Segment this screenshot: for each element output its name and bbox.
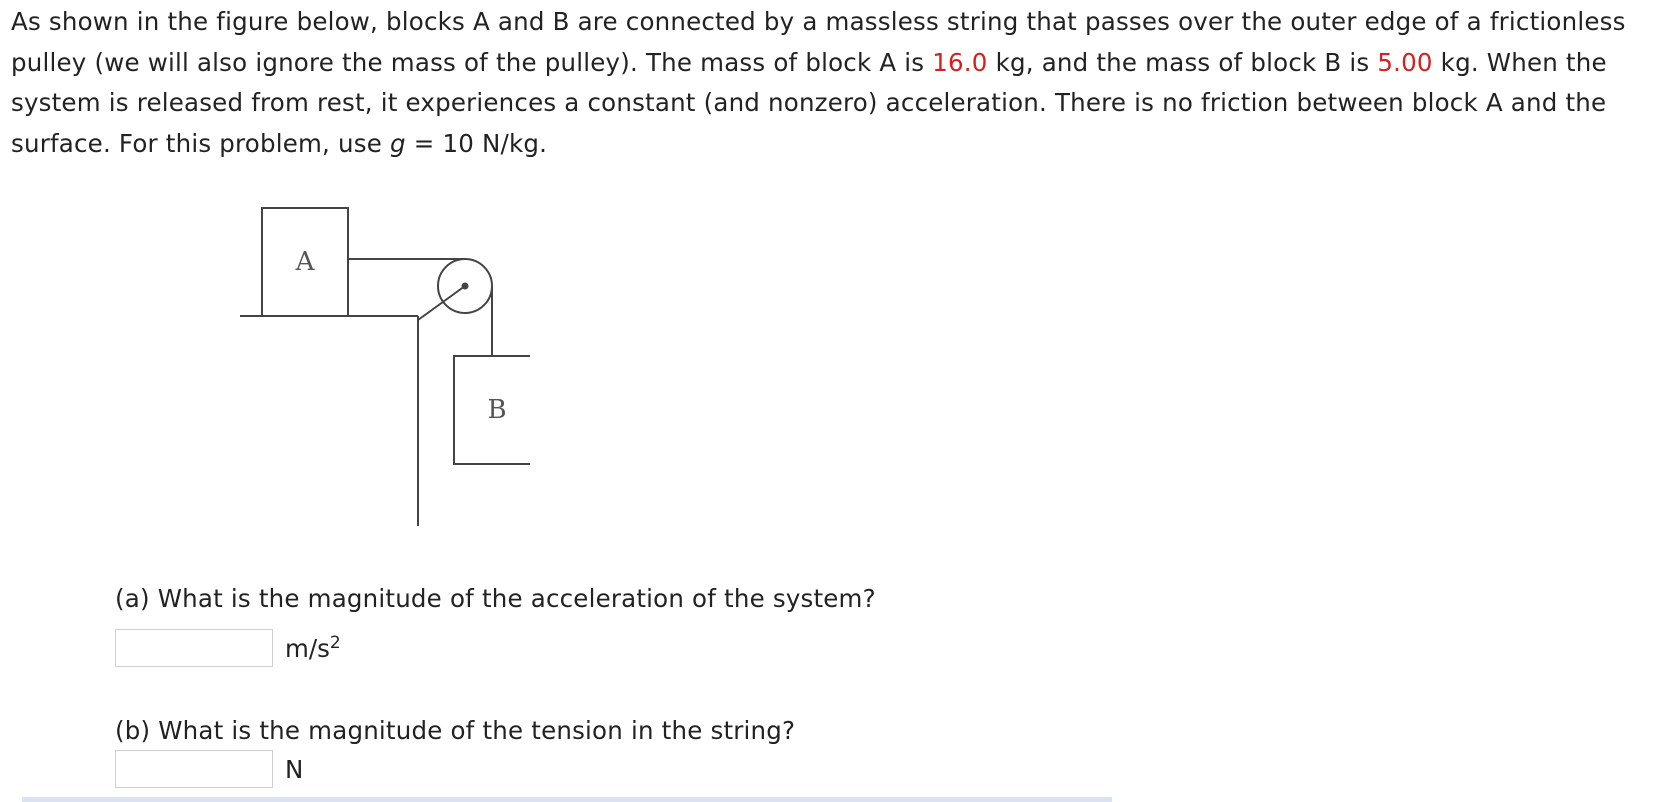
block-b-label: B (487, 395, 507, 425)
acceleration-input[interactable] (115, 629, 273, 667)
mass-b-value: 5.00 (1377, 47, 1433, 77)
question-a: (a) What is the magnitude of the acceleration of the system? (115, 584, 876, 613)
answer-row-a (115, 627, 341, 669)
problem-statement (11, 2, 1651, 165)
question-b: (b) What is the magnitude of the tension in the string? (115, 716, 796, 745)
pulley-axle (463, 284, 468, 289)
problem-text-1: As shown in the figure below, blocks A and B are connected by a massless string that passes over the outer edge of a frictionless pulley (we will also ignore the mass of the pulley). The mass of block A is (11, 7, 1626, 77)
problem-text-4: = 10 N/kg. (405, 129, 548, 159)
bottom-bar (22, 797, 1112, 802)
problem-text-2: kg, and the mass of block B is (987, 47, 1378, 77)
acceleration-unit-base: m/s (285, 633, 330, 663)
answer-row-b (115, 748, 303, 790)
block-a-label: A (295, 247, 315, 277)
tension-unit: N (285, 754, 304, 784)
tension-input[interactable] (115, 750, 273, 788)
pulley-diagram (230, 196, 530, 526)
acceleration-unit-exponent: 2 (329, 632, 341, 653)
problem-text-3: kg. When the system is released from rest, it experiences a constant (and nonzero) acceleration. There is no friction between block A and the surface. For this problem, use (11, 47, 1607, 159)
g-symbol: g (390, 129, 406, 159)
mass-a-value: 16.0 (932, 47, 988, 77)
acceleration-unit (285, 634, 341, 663)
